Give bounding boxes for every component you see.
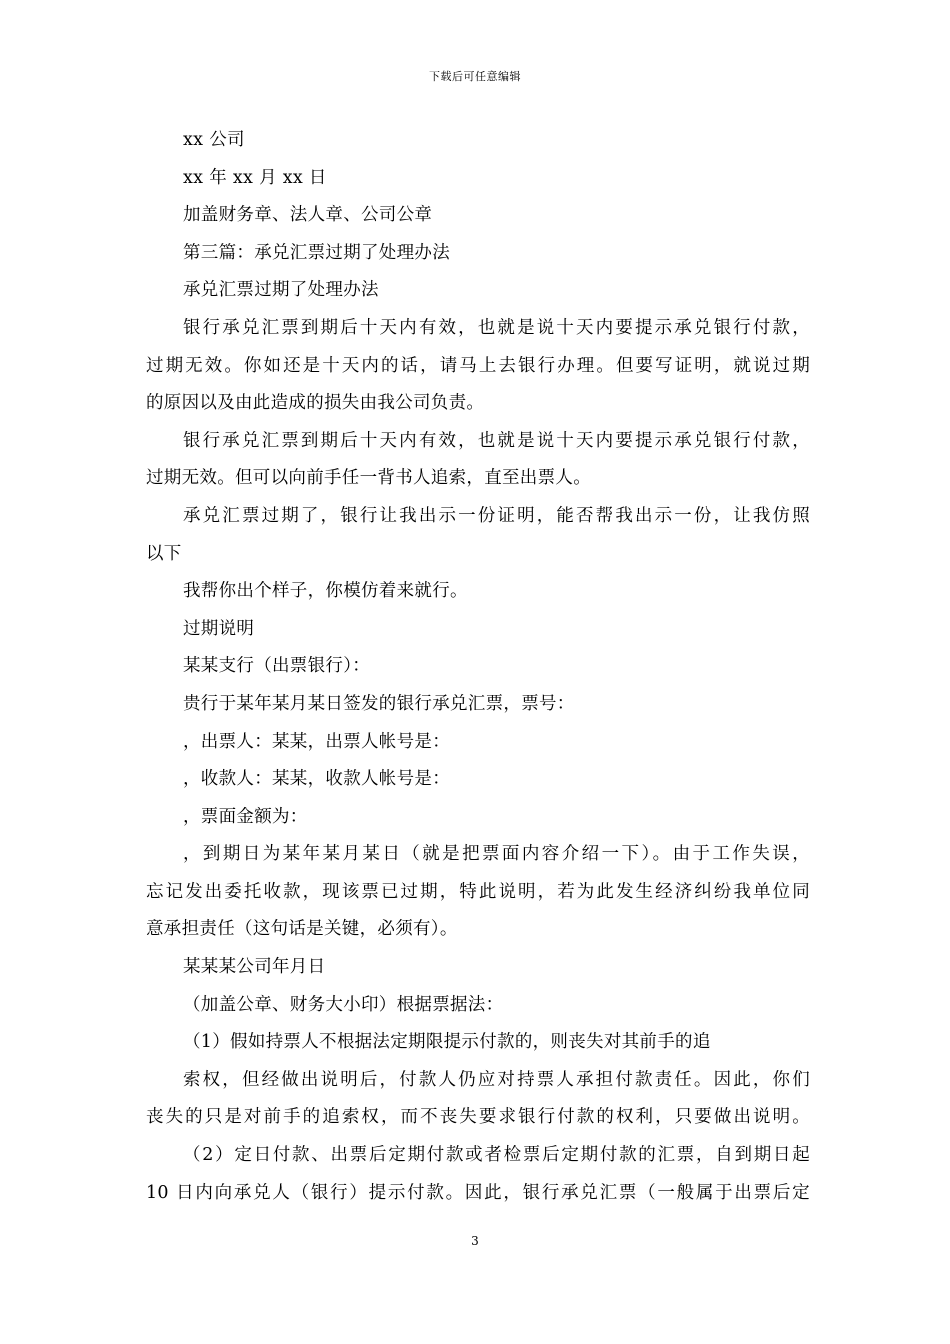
text-line: 我帮你出个样子，你模仿着来就行。 [183,581,468,602]
text-line: 承兑汇票过期了处理办法 [183,280,379,301]
text-line: 贵行于某年某月某日签发的银行承兑汇票，票号： [183,693,575,714]
text-line: 过期无效。但可以向前手任一背书人追索，直至出票人。 [146,468,591,489]
text-line: 某某支行（出票银行）： [183,656,371,677]
text-line: 丧失的只是对前手的追索权，而不丧失要求银行付款的权利，只要做出说明。 [146,1107,810,1128]
text-line: 第三篇：承兑汇票过期了处理办法 [183,242,450,263]
text-line: 银行承兑汇票到期后十天内有效，也就是说十天内要提示承兑银行付款， [183,430,810,451]
text-line: 银行承兑汇票到期后十天内有效，也就是说十天内要提示承兑银行付款， [183,317,810,338]
text-line: xx 年 xx 月 xx 日 [183,167,327,188]
page-number: 3 [471,1234,479,1248]
document-body [146,122,810,1212]
text-line: ，票面金额为： [183,806,308,827]
text-line: 的原因以及由此造成的损失由我公司负责。 [146,393,485,414]
page-header: 下载后可任意编辑 [429,70,521,83]
text-line: 10 日内向承兑人（银行）提示付款。因此，银行承兑汇票（一般属于出票后定 [146,1182,810,1203]
text-line: 加盖财务章、法人章、公司公章 [183,205,433,226]
text-line: 某某某公司年月日 [183,957,326,978]
text-line: （加盖公章、财务大小印）根据票据法： [183,994,504,1015]
text-line: 意承担责任（这句话是关键，必须有）。 [146,919,458,940]
text-line: （1）假如持票人不根据法定期限提示付款的，则丧失对其前手的追 [183,1032,711,1053]
text-line: （2）定日付款、出票后定期付款或者检票后定期付款的汇票，自到期日起 [183,1145,810,1166]
text-line: ，到期日为某年某月某日（就是把票面内容介绍一下）。由于工作失误， [183,844,810,865]
text-line: 索权，但经做出说明后，付款人仍应对持票人承担付款责任。因此，你们 [183,1069,810,1090]
text-line: ，出票人：某某，出票人帐号是： [183,731,450,752]
text-line: 过期无效。你如还是十天内的话，请马上去银行办理。但要写证明，就说过期 [146,355,810,376]
text-line: ，收款人：某某，收款人帐号是： [183,769,450,790]
text-line: 过期说明 [183,618,255,639]
text-line: 忘记发出委托收款，现该票已过期，特此说明，若为此发生经济纠纷我单位同 [146,881,810,902]
text-line: 以下 [146,543,182,564]
text-line: 承兑汇票过期了，银行让我出示一份证明，能否帮我出示一份，让我仿照 [183,505,810,526]
text-line: xx 公司 [183,130,245,150]
